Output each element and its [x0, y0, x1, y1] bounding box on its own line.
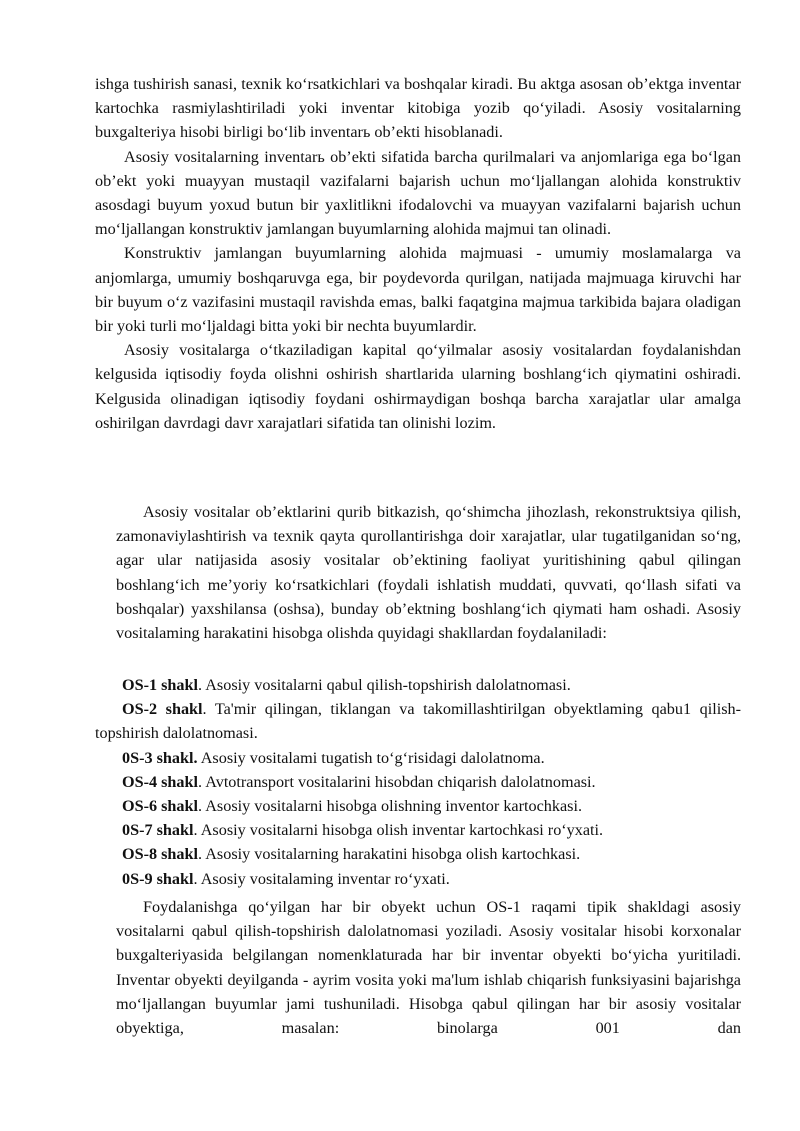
- form-code: 0S-9 shakl: [122, 869, 194, 888]
- form-description: . Asosiy vositalarning harakatini hisobga olish kartochkasi.: [198, 845, 581, 864]
- form-code: 0S-3 shakl.: [122, 748, 198, 767]
- text-block-bottom: [116, 895, 741, 1040]
- form-code: 0S-7 shakl: [122, 821, 194, 840]
- form-code: OS-1 shakl: [122, 676, 199, 694]
- form-item: [95, 842, 741, 866]
- form-item: [95, 697, 741, 745]
- form-code: OS-4 shakl: [122, 772, 199, 791]
- paragraph-inventory-object: Asosiy vositalarning inventarь ob’ekti sifatida barcha qurilmalari va anjomlariga ega bo‘lgan ob’ekt yoki muayyan mustaqil vazifalarni bajarish uchun mo‘ljallangan alohida konstruktiv asosdagi buyum yoxud butun bir yaxlitlikni ifodalovchi va muayyan vazifalarni bajarish uchun mo‘ljallangan konstruktiv jamlangan buyumlarning alohida majmui tan olinadi.: [95, 147, 741, 239]
- form-code: OS-8 shakl: [122, 845, 199, 864]
- text-block-upper: [95, 72, 741, 435]
- paragraph-inventory-accounting: Foydalanishga qo‘yilgan har bir obyekt uchun OS-1 raqami tipik shakldagi asosiy vositalarni qabul qilish-topshirish dalolatnomasi yoziladi. Asosiy vositalar hisobi korxonalar buxgalteriyasida belgilangan nomenklaturada har bir inventar obyekti bo‘yicha yuritiladi. Inventar obyekti deyilganda - ayrim vosita yoki ma'lum ishlab chiqarish funksiyasini bajarishga mo‘ljallangan buyumlar jami tushuniladi. Hisobga qabul qilingan har bir asosiy vositalar obyektiga, masalan: binolarga 001 dan: [116, 898, 741, 1038]
- form-description: . Asosiy vositalarni hisobga olishning inventor kartochkasi.: [198, 797, 582, 816]
- form-item: [95, 794, 741, 818]
- form-item: [95, 770, 741, 794]
- form-item: [95, 673, 741, 697]
- form-item: [95, 746, 741, 770]
- paragraph-intro: ishga tushirish sanasi, texnik ko‘rsatkichlari va boshqalar kiradi. Bu aktga asosan ob’ektga inventar kartochka rasmiylashtiriladi yoki inventar kitobiga yozib qo‘yiladi. Asosiy vositalarning buxgalteriya hisobi birligi bo‘lib inventarь ob’ekti hisoblanadi.: [95, 75, 741, 142]
- form-code: OS-6 shakl: [122, 797, 199, 816]
- form-description: . Avtotransport vositalarini hisobdan chiqarish dalolatnomasi.: [198, 772, 596, 791]
- form-code: OS-2 shakl: [122, 700, 203, 719]
- form-description: . Asosiy vositalarni qabul qilish-topshirish dalolatnomasi.: [198, 676, 571, 694]
- form-item: [95, 818, 741, 842]
- form-description: Asosiy vositalami tugatish to‘g‘risidagi dalolatnoma.: [197, 748, 545, 767]
- forms-list: [95, 673, 741, 891]
- text-block-lower: [116, 500, 741, 645]
- paragraph-constructive-complex: Konstruktiv jamlangan buyumlarning alohida majmuasi - umumiy moslamalarga va anjomlarga, umumiy boshqaruvga ega, bir poydevorda qurilgan, natijada majmuaga kiruvchi har bir buyum o‘z vazifasini mustaqil ravishda emas, balki faqatgina majmua tarkibida bajara oladigan bir yoki turli mo‘ljaldagi bitta yoki bir nechta buyumlardir.: [95, 244, 741, 336]
- form-item: [95, 867, 741, 891]
- paragraph-capital-investments: Asosiy vositalarga o‘tkaziladigan kapital qo‘yilmalar asosiy vositalardan foydalanishdan kelgusida iqtisodiy foyda olishni oshirish shartlarida ularning boshlang‘ich qiymatini oshiradi. Kelgusida olinadigan iqtisodiy foydani oshirmaydigan boshqa barcha xarajatlar ular amalga oshirilgan davrdagi davr xarajatlari sifatida tan olinishi lozim.: [95, 341, 741, 432]
- paragraph-reconstruction-costs: Asosiy vositalar ob’ektlarini qurib bitkazish, qo‘shimcha jihozlash, rekonstruktsiya qilish, zamonaviylashtirish va texnik qayta qurollantirishga doir xarajatlar, ular tugatilganidan so‘ng, agar ular natijasida asosiy vositalar ob’ektining faoliyat yuritishining qabul qilingan boshlang‘ich me’yoriy ko‘rsatkichlari (foydali ishlatish muddati, quvvati, qo‘llash sifati va boshqalar) yaxshilansa (oshsa), bunday ob’ektning boshlang‘ich qiymati ham oshadi. Asosiy vositalaming harakatini hisobga olishda quyidagi shakllardan foydalaniladi:: [116, 503, 741, 643]
- form-description: . Ta'mir qilingan, tiklangan va takomillashtirilgan obyektlaming qabu1 qilish-topshirish dalolatnomasi.: [95, 700, 741, 743]
- form-description: . Asosiy vositalaming inventar ro‘yxati.: [193, 869, 450, 888]
- form-description: . Asosiy vositalarni hisobga olish inventar kartochkasi ro‘yxati.: [193, 821, 604, 840]
